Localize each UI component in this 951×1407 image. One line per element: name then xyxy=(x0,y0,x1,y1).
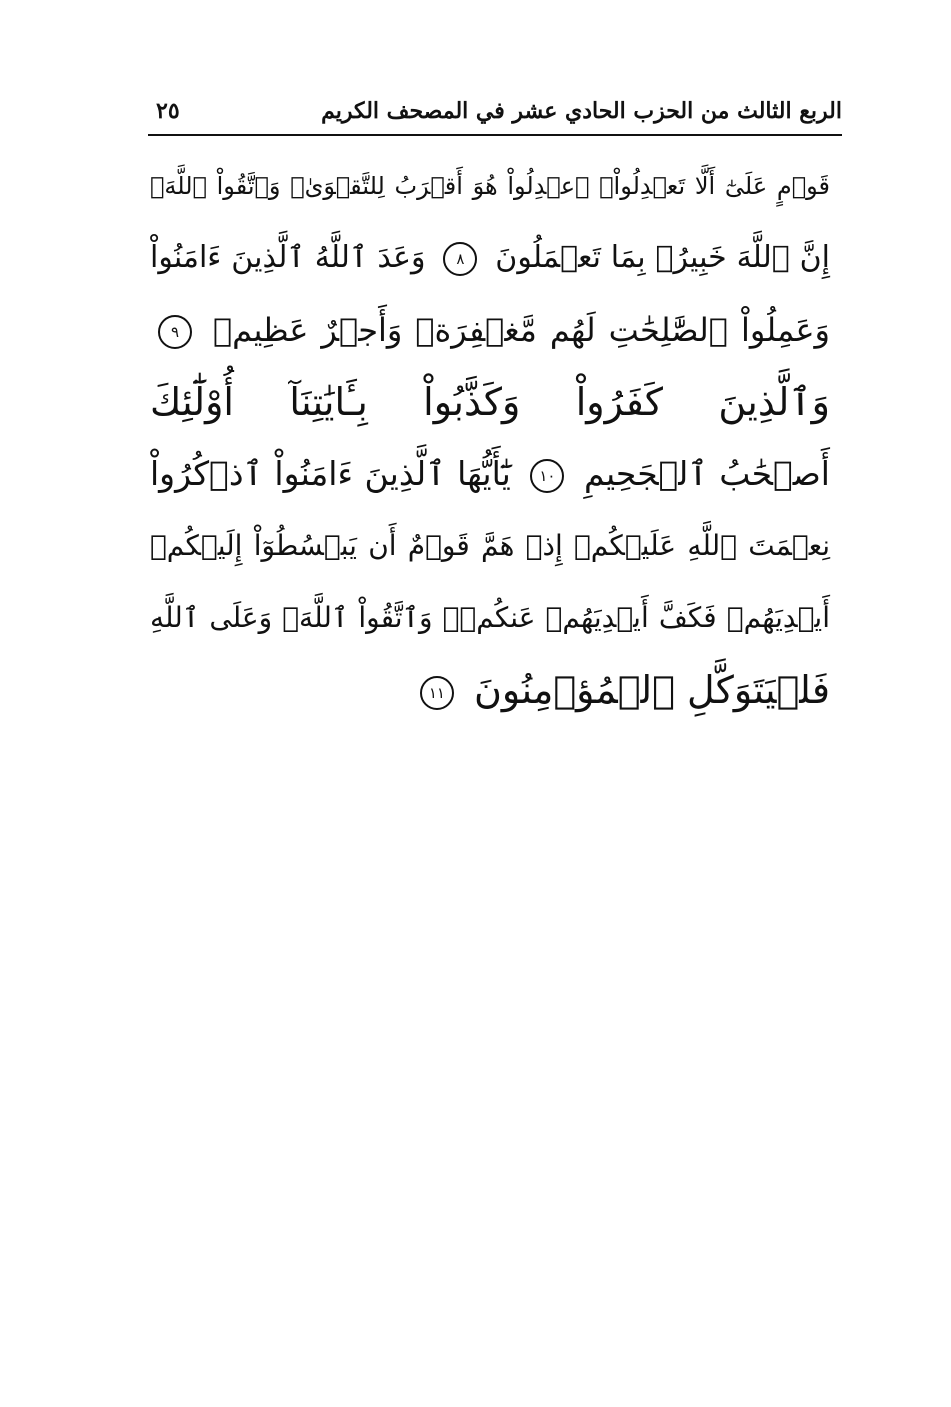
page-header xyxy=(150,96,842,130)
page-number: ٢٥ xyxy=(156,98,180,124)
verse-line xyxy=(150,582,830,654)
verse-line xyxy=(150,150,830,222)
verse-text: وَعَمِلُواْ ٱلصَّٰلِحَٰتِ لَهُم مَّغۡفِرَةٞ وَأَجۡرٌ عَظِيمٞ xyxy=(212,311,831,349)
verse-text: أَصۡحَٰبُ ٱلۡجَحِيمِ xyxy=(583,454,830,493)
verse-text: وَٱلَّذِينَ كَفَرُواْ وَكَذَّبُواْ بِـَٔايَٰتِنَآ أُوْلَٰٓئِكَ xyxy=(150,380,830,424)
verse-line xyxy=(150,294,830,366)
ayah-number-marker: ٨ xyxy=(443,242,477,276)
ayah-number-marker: ١٠ xyxy=(530,459,564,493)
verse-text: يَٰٓأَيُّهَا ٱلَّذِينَ ءَامَنُواْ ٱذۡكُرُواْ xyxy=(150,454,511,493)
verse-text: إِنَّ ٱللَّهَ خَبِيرُۢ بِمَا تَعۡمَلُونَ xyxy=(495,240,830,275)
verse-line xyxy=(150,654,830,726)
verse-text: أَيۡدِيَهُمۡ فَكَفَّ أَيۡدِيَهُمۡ عَنكُمۡۖ وَٱتَّقُواْ ٱللَّهَۚ وَعَلَى ٱللَّهِ xyxy=(150,601,830,634)
verse-line xyxy=(150,222,830,294)
header-rule xyxy=(148,134,842,136)
verse-line xyxy=(150,366,830,438)
verse-text: نِعۡمَتَ ٱللَّهِ عَلَيۡكُمۡ إِذۡ هَمَّ قَوۡمٌ أَن يَبۡسُطُوٓاْ إِلَيۡكُمۡ xyxy=(150,529,830,562)
verse-text: قَوۡمٍ عَلَىٰٓ أَلَّا تَعۡدِلُواْۚ ٱعۡدِلُواْ هُوَ أَقۡرَبُ لِلتَّقۡوَىٰۖ وَٱتَّقُواْ ٱللَّهَۚ xyxy=(150,172,830,200)
verse-line xyxy=(150,438,830,510)
verse-text-block xyxy=(150,150,830,726)
verse-text: وَعَدَ ٱللَّهُ ٱلَّذِينَ ءَامَنُواْ xyxy=(150,240,426,275)
verse-text: فَلۡيَتَوَكَّلِ ٱلۡمُؤۡمِنُونَ xyxy=(473,668,830,712)
header-title: الربع الثالث من الحزب الحادي عشر في المصحف الكريم xyxy=(321,98,842,124)
verse-line xyxy=(150,510,830,582)
ayah-number-marker: ٩ xyxy=(158,315,192,349)
ayah-number-marker: ١١ xyxy=(420,676,454,710)
